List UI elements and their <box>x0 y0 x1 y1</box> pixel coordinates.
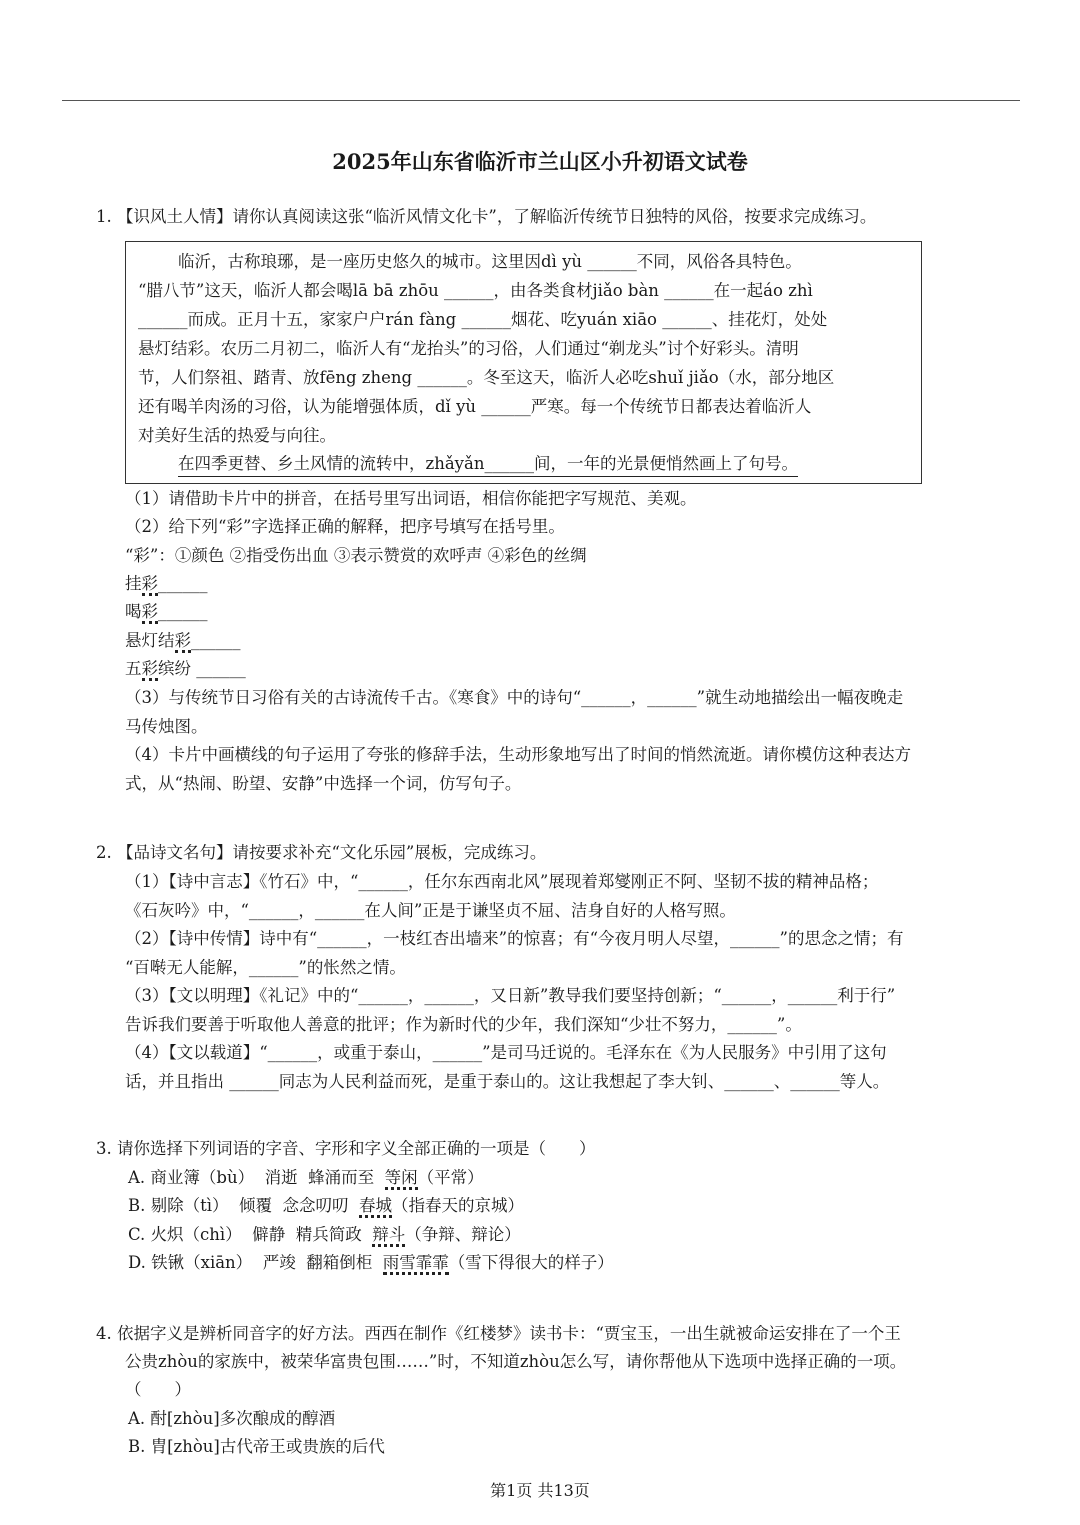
q4-line: 公贵zhòu的家族中，被荣华富贵包围……”时，不知道zhòu怎么写，请你帮他从下选项中选择正确的一项。 <box>125 1352 907 1371</box>
word-prefix: 悬灯结 <box>125 631 175 650</box>
q2-line: 话，并且指出 ______同志为人民利益而死，是重于泰山的。这让我想起了李大钊、______、______等人。 <box>125 1072 890 1091</box>
answer-blank: ______ <box>158 602 208 621</box>
card-line: 临沂，古称琅琊，是一座历史悠久的城市。这里因dì yù ______不同，风俗各具特色。 <box>178 252 802 271</box>
option-dotted-word: 等闲 <box>385 1168 418 1190</box>
option-label: A. <box>128 1168 146 1187</box>
option-word: 严竣 <box>262 1253 296 1272</box>
card-line: 还有喝羊肉汤的习俗，认为能增强体质，dǐ yù ______严寒。每一个传统节日都表达着临沂人 <box>138 397 812 416</box>
dotted-char: 彩 <box>142 574 159 596</box>
dotted-char: 彩 <box>142 602 159 624</box>
q1-sub1: （1）请借助卡片中的拼音，在括号里写出词语，相信你能把字写规范、美观。 <box>125 489 697 508</box>
option-word: 消逝 <box>264 1168 298 1187</box>
card-line: 悬灯结彩。农历二月初二，临沂人有“龙抬头”的习俗，人们通过“剃龙头”讨个好彩头。清明 <box>138 339 799 358</box>
culture-card <box>125 241 922 484</box>
page-title: 2025年山东省临沂市兰山区小升初语文试卷 <box>332 149 748 174</box>
q2-line: （3）【文以明理】《礼记》中的“______，______，又日新”教导我们要坚持创新；“______，______利于行” <box>125 986 896 1005</box>
q2-line: 告诉我们要善于听取他人善意的批评；作为新时代的少年，我们深知“少壮不努力，______”。 <box>125 1015 802 1034</box>
option-label: D. <box>128 1253 146 1272</box>
option-label: B. <box>128 1196 146 1215</box>
option-meaning: （平常） <box>417 1168 484 1187</box>
page-number: 第1页 共13页 <box>490 1481 590 1500</box>
q3-option-c <box>128 1222 521 1248</box>
option-dotted-word: 雨雪霏霏 <box>383 1253 449 1275</box>
word-prefix: 挂 <box>125 574 142 593</box>
card-line: 节，人们祭祖、踏青、放fēng zheng ______。冬至这天，临沂人必吃shuǐ jiǎo（水，部分地区 <box>138 368 835 387</box>
option-word: 倾覆 <box>239 1196 273 1215</box>
q4-option-b: B. 胄[zhòu]古代帝王或贵族的后代 <box>128 1437 385 1456</box>
q3-option-b <box>128 1193 524 1219</box>
q1-sub4-line2: 式，从“热闹、盼望、安静”中选择一个词，仿写句子。 <box>125 774 522 793</box>
q3-option-d <box>128 1250 614 1276</box>
cai-word-item <box>125 628 241 654</box>
q4-option-a: A. 酎[zhòu]多次酿成的醇酒 <box>128 1409 336 1428</box>
option-word: 剔除（tì） <box>150 1196 229 1215</box>
option-word: 翻箱倒柜 <box>306 1253 373 1272</box>
q1-sub4-line1: （4）卡片中画横线的句子运用了夸张的修辞手法，生动形象地写出了时间的悄然流逝。请你模仿这种表达方 <box>125 745 911 764</box>
q4-stem: 4. 依据字义是辨析同音字的好方法。西西在制作《红楼梦》读书卡：“贾宝玉，一出生就被命运安排在了一个王 <box>96 1324 901 1343</box>
q1-sub3-line1: （3）与传统节日习俗有关的古诗流传千古。《寒食》中的诗句“______，______”就生动地描绘出一幅夜晚走 <box>125 688 904 707</box>
dotted-char: 彩 <box>142 659 159 681</box>
word-prefix: 五 <box>125 659 142 678</box>
option-label: C. <box>128 1225 146 1244</box>
option-dotted-word: 辩斗 <box>372 1225 405 1247</box>
option-word: 商业簿（bù） <box>150 1168 255 1187</box>
card-line: “腊八节”这天，临沂人都会喝lā bā zhōu ______，由各类食材jiǎo bàn ______在一起áo zhì <box>138 281 813 300</box>
q3-option-a <box>128 1165 484 1191</box>
card-line: 对美好生活的热爱与向往。 <box>138 426 336 445</box>
cai-word-item <box>125 656 246 682</box>
cai-meanings: “彩”：①颜色 ②指受伤出血 ③表示赞赏的欢呼声 ④彩色的丝绸 <box>125 546 587 565</box>
answer-blank: ______ <box>158 574 208 593</box>
option-meaning: （雪下得很大的样子） <box>448 1253 614 1272</box>
q4-answer-bracket: （ ） <box>125 1380 191 1399</box>
q3-stem: 3. 请你选择下列词语的字音、字形和字义全部正确的一项是（ ） <box>96 1139 596 1158</box>
card-underlined-sentence: 在四季更替、乡土风情的流转中，zhǎyǎn______间，一年的光景便悄然画上了句号。 <box>178 452 798 477</box>
header-rule <box>62 100 1020 101</box>
q2-line: “百啭无人能解，______”的怅然之情。 <box>125 958 406 977</box>
q1-stem: 1. 【识风土人情】请你认真阅读这张“临沂风情文化卡”，了解临沂传统节日独特的风俗，按要求完成练习。 <box>96 207 877 226</box>
option-word: 铁锹（xiān） <box>151 1253 253 1272</box>
q2-line: （4）【文以载道】“______，或重于泰山，______”是司马迁说的。毛泽东在《为人民服务》中引用了这句 <box>125 1043 887 1062</box>
word-prefix: 喝 <box>125 602 142 621</box>
option-meaning: （争辩、辩论） <box>405 1225 521 1244</box>
cai-word-item <box>125 599 208 625</box>
option-word: 念念叨叨 <box>282 1196 349 1215</box>
option-word: 僻静 <box>252 1225 286 1244</box>
q1-sub2: （2）给下列“彩”字选择正确的解释，把序号填写在括号里。 <box>125 517 565 536</box>
q2-line: （1）【诗中言志】《竹石》中，“______，任尔东西南北风”展现着郑燮刚正不阿、坚韧不拔的精神品格； <box>125 872 879 891</box>
option-dotted-word: 春城 <box>359 1196 392 1218</box>
card-line: ______而成。正月十五，家家户户rán fàng ______烟花、吃yuán xiāo ______、挂花灯，处处 <box>138 310 828 329</box>
answer-blank: 缤纷 ______ <box>158 659 246 678</box>
q2-line: （2）【诗中传情】诗中有“______，一枝红杏出墙来”的惊喜；有“今夜月明人尽望，______”的思念之情；有 <box>125 929 904 948</box>
answer-blank: ______ <box>191 631 241 650</box>
option-word: 蜂涌而至 <box>308 1168 375 1187</box>
option-word: 精兵简政 <box>295 1225 362 1244</box>
q2-stem: 2. 【品诗文名句】请按要求补充“文化乐园”展板，完成练习。 <box>96 843 547 862</box>
option-word: 火炽（chì） <box>150 1225 242 1244</box>
cai-word-item <box>125 571 208 597</box>
dotted-char: 彩 <box>175 631 192 653</box>
q2-line: 《石灰吟》中，“______，______在人间”正是于谦坚贞不屈、洁身自好的人格写照。 <box>125 901 736 920</box>
option-meaning: （指春天的京城） <box>392 1196 525 1215</box>
q1-sub3-line2: 马传烛图。 <box>125 717 208 736</box>
